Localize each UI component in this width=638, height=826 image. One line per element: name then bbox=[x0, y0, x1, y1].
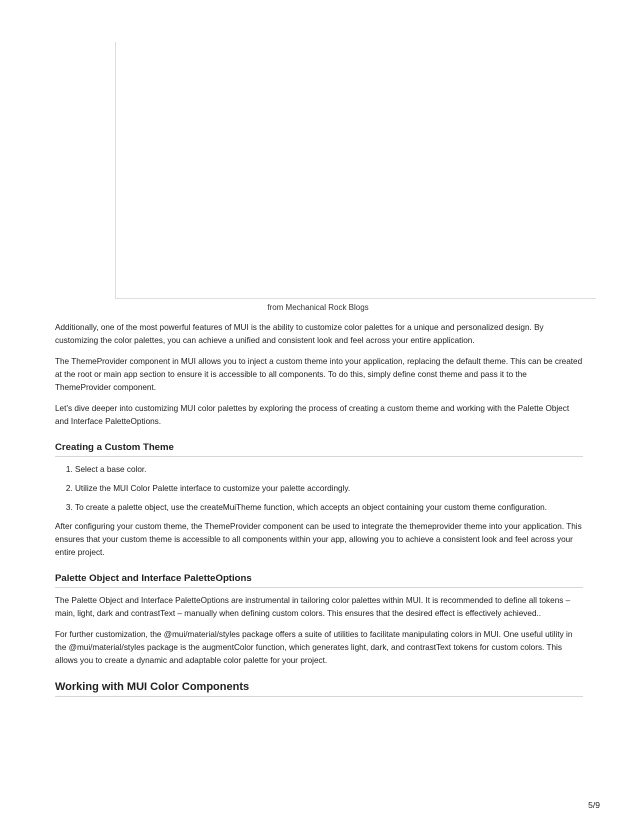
paragraph: The Palette Object and Interface PaletteOptions are instrumental in tailoring color palettes within MUI. It is recommended to define all tokens – main, light, dark and contrastText – manually when defining custom colors. This ensures that the desired effect is effectively achieved.. bbox=[55, 596, 571, 618]
section-heading-color-components: Working with MUI Color Components bbox=[55, 681, 583, 697]
figure-caption: from Mechanical Rock Blogs bbox=[267, 303, 369, 312]
list-item: 1. Select a base color. bbox=[75, 463, 583, 476]
paragraph: After configuring your custom theme, the ThemeProvider component can be used to integrate the themeprovider theme into your application. This ensures that your custom theme is accessible to all components within your app, allowing you to achieve a consistent look and feel across your entire project. bbox=[55, 522, 582, 557]
article-body bbox=[55, 321, 583, 705]
paragraph: Let’s dive deeper into customizing MUI color palettes by exploring the process of creating a custom theme and working with the Palette Object and Interface PaletteOptions. bbox=[55, 404, 570, 426]
paragraph: Additionally, one of the most powerful features of MUI is the ability to customize color palettes for a unique and personalized design. By customizing the color palettes, you can achieve a unified and consistent look and feel across your entire application. bbox=[55, 323, 544, 345]
paragraph: For further customization, the @mui/material/styles package offers a suite of utilities to facilitate manipulating colors in MUI. One useful utility in the @mui/material/styles package is the augmentColor function, which generates light, dark, and contrastText tokens for custom colors. This allows you to create a dynamic and adaptable color palette for your project. bbox=[55, 630, 573, 665]
section-heading-palette-object: Palette Object and Interface PaletteOptions bbox=[55, 573, 583, 588]
list-item: 3. To create a palette object, use the createMuiTheme function, which accepts an object containing your custom theme configuration. bbox=[75, 501, 583, 514]
figure-image bbox=[115, 42, 596, 299]
steps-list bbox=[55, 463, 583, 514]
page-number: 5/9 bbox=[588, 800, 600, 810]
list-item: 2. Utilize the MUI Color Palette interface to customize your palette accordingly. bbox=[75, 482, 583, 495]
section-heading-custom-theme: Creating a Custom Theme bbox=[55, 442, 583, 457]
paragraph: The ThemeProvider component in MUI allows you to inject a custom theme into your application, replacing the default theme. This can be created at the root or main app section to ensure it is accessible to all components. To do this, simply define const theme and pass it to the ThemeProvider component. bbox=[55, 357, 583, 392]
